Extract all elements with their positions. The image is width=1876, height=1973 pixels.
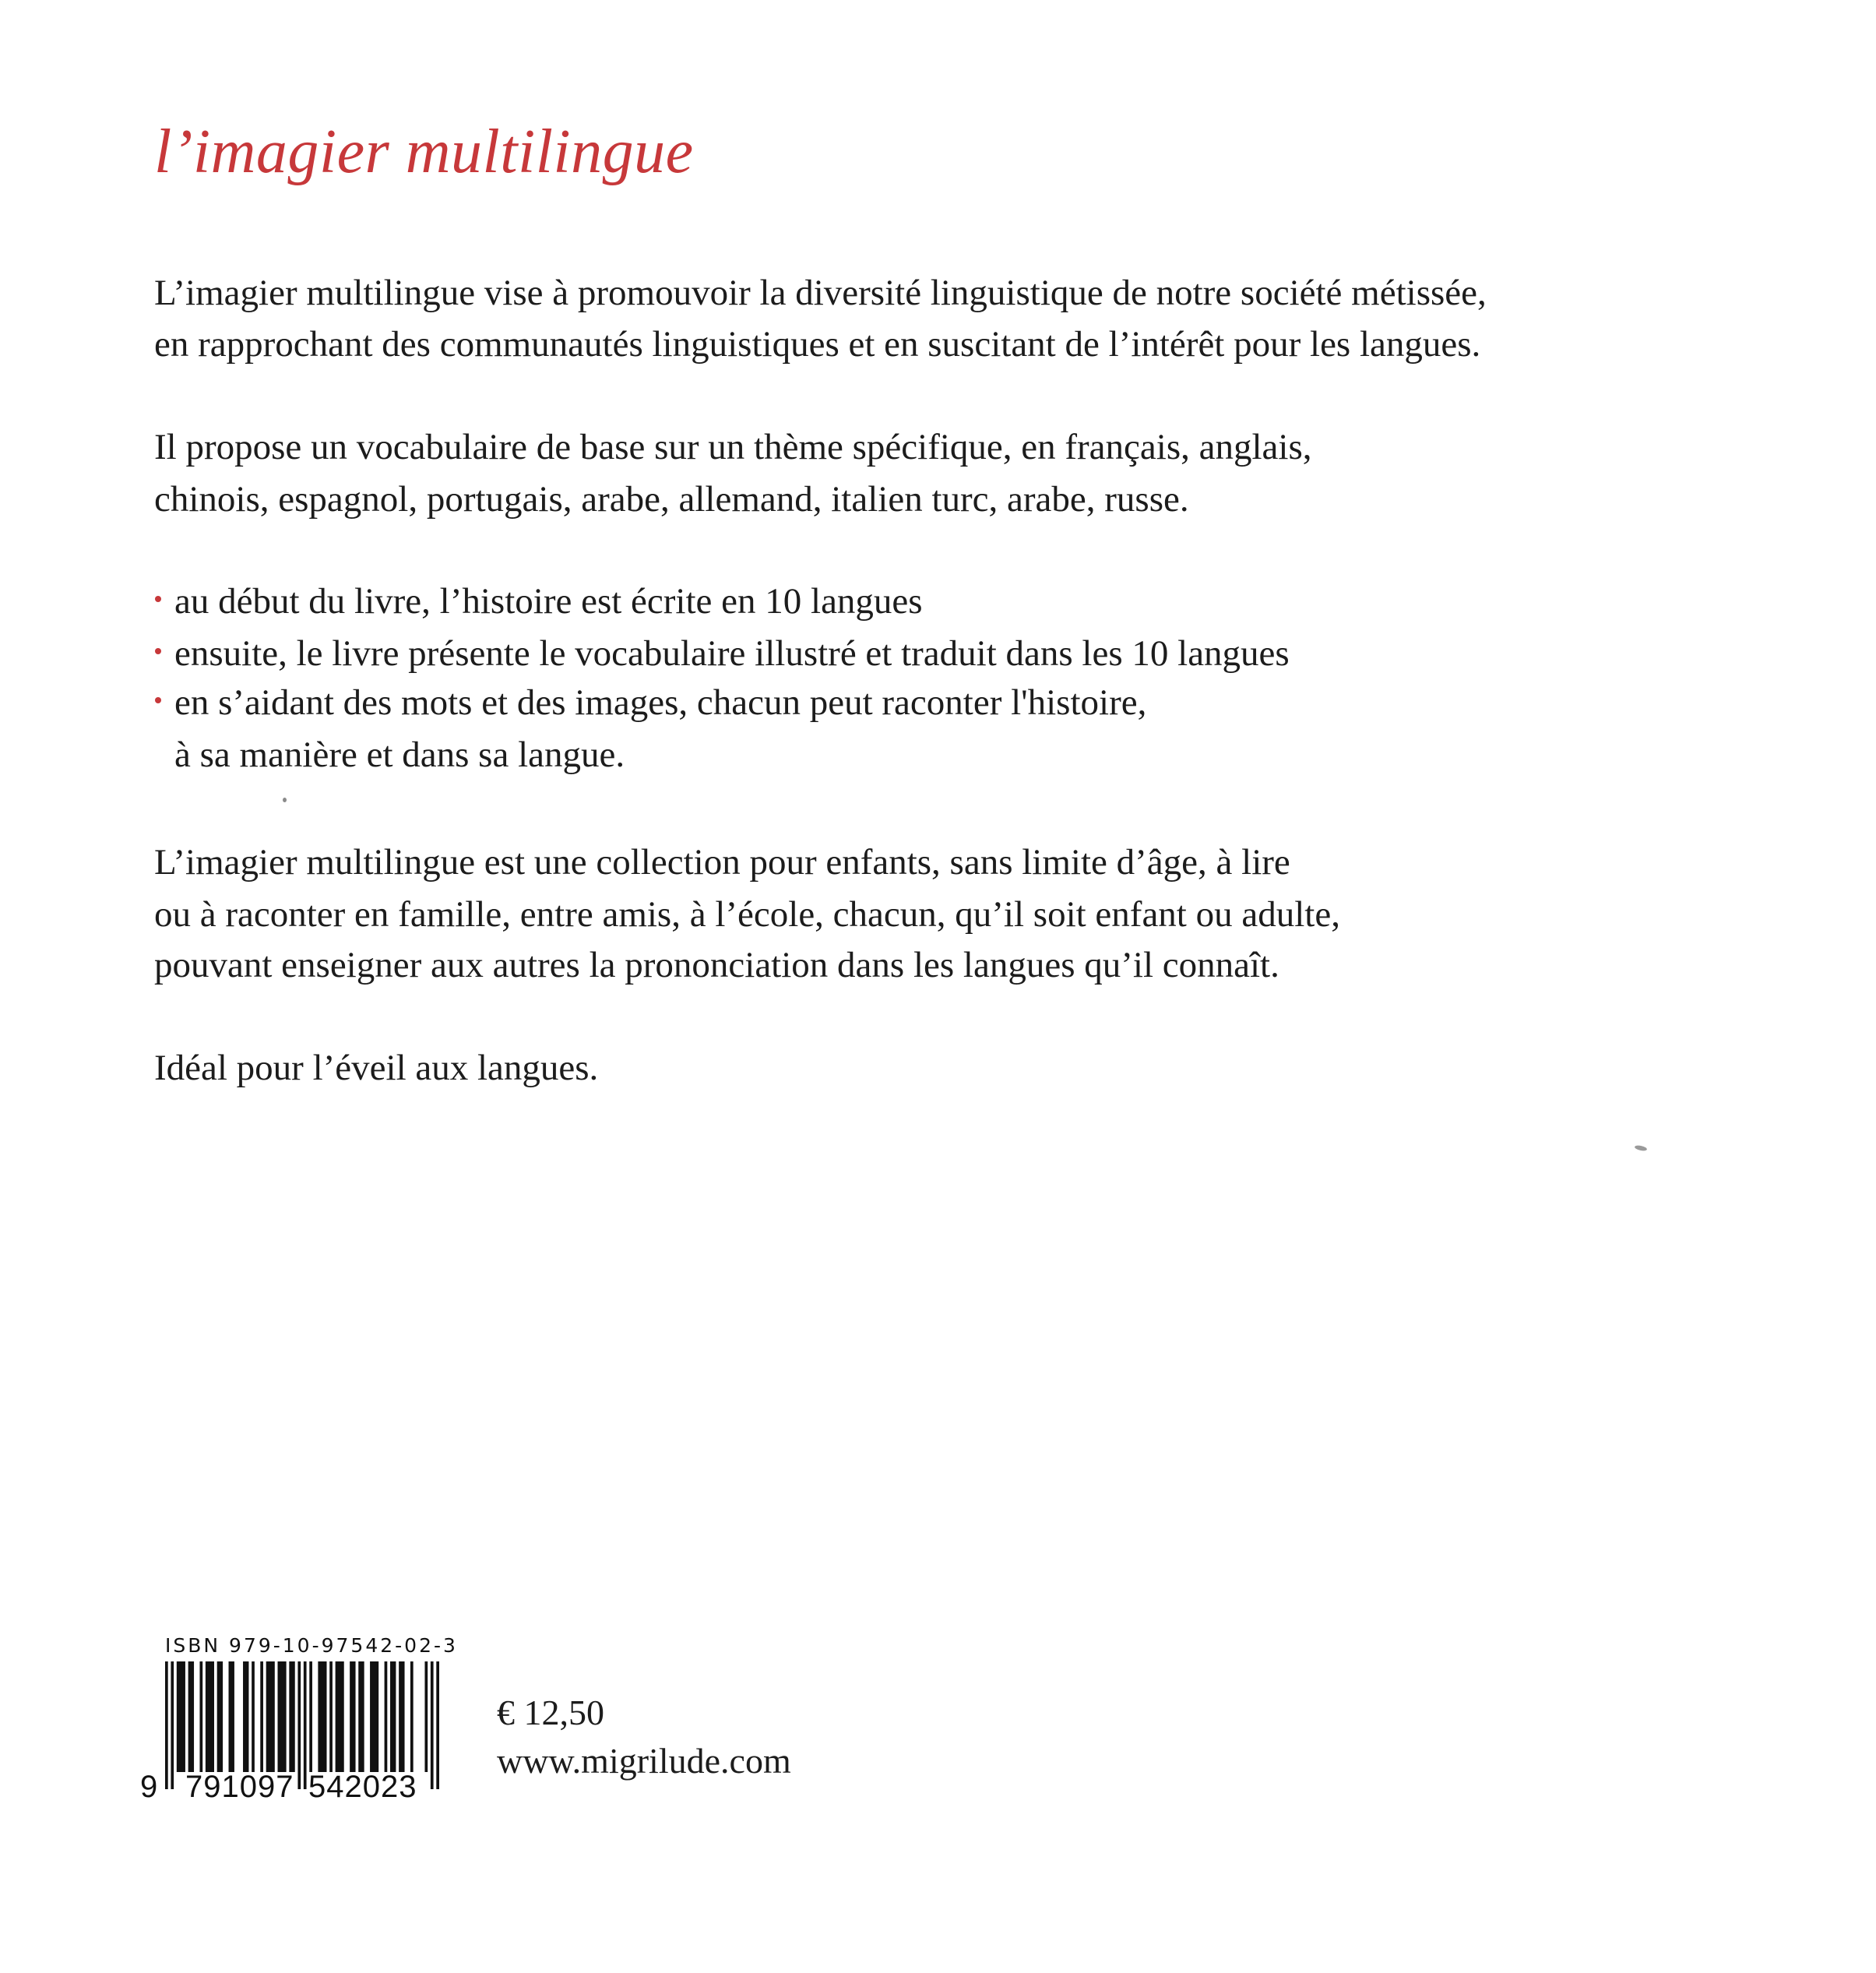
- website-link[interactable]: www.migrilude.com: [497, 1741, 791, 1781]
- bullet-icon: [155, 596, 161, 602]
- bullet-icon: [155, 648, 161, 654]
- book-title: l’imagier multilingue: [154, 118, 694, 186]
- paragraph-4-line-3: pouvant enseigner aux autres la prononciation dans les langues qu’il connaît.: [154, 945, 1279, 985]
- paragraph-2-line-1: Il propose un vocabulaire de base sur un thème spécifique, en français, anglais,: [154, 427, 1312, 467]
- price-label: € 12,50: [497, 1693, 604, 1732]
- paragraph-2-line-2: chinois, espagnol, portugais, arabe, allemand, italien turc, arabe, russe.: [154, 479, 1189, 520]
- bullet-item-2: ensuite, le livre présente le vocabulaire illustré et traduit dans les 10 langues: [174, 633, 1290, 674]
- bullet-item-3-continuation: à sa manière et dans sa langue.: [174, 735, 625, 775]
- barcode-right-digits: 542023: [308, 1770, 417, 1804]
- barcode-first-digit: 9: [140, 1770, 158, 1804]
- paragraph-5-line-1: Idéal pour l’éveil aux langues.: [154, 1048, 599, 1088]
- paragraph-4-line-1: L’imagier multilingue est une collection pour enfants, sans limite d’âge, à lire: [154, 842, 1290, 883]
- print-speck: [283, 798, 287, 802]
- bullet-icon: [155, 697, 161, 703]
- paragraph-1-line-2: en rapprochant des communautés linguistiques et en suscitant de l’intérêt pour les langues.: [154, 324, 1481, 365]
- print-speck: [1635, 1144, 1648, 1151]
- paragraph-1-line-1: L’imagier multilingue vise à promouvoir la diversité linguistique de notre société métissée,: [154, 273, 1487, 313]
- bullet-item-1: au début du livre, l’histoire est écrite en 10 langues: [174, 581, 923, 622]
- isbn-label: ISBN 979-10-97542-02-3: [165, 1634, 458, 1657]
- paragraph-4-line-2: ou à raconter en famille, entre amis, à l’école, chacun, qu’il soit enfant ou adulte,: [154, 894, 1340, 935]
- bullet-item-3: en s’aidant des mots et des images, chacun peut raconter l'histoire,: [174, 682, 1147, 723]
- barcode-left-digits: 791097: [185, 1770, 294, 1804]
